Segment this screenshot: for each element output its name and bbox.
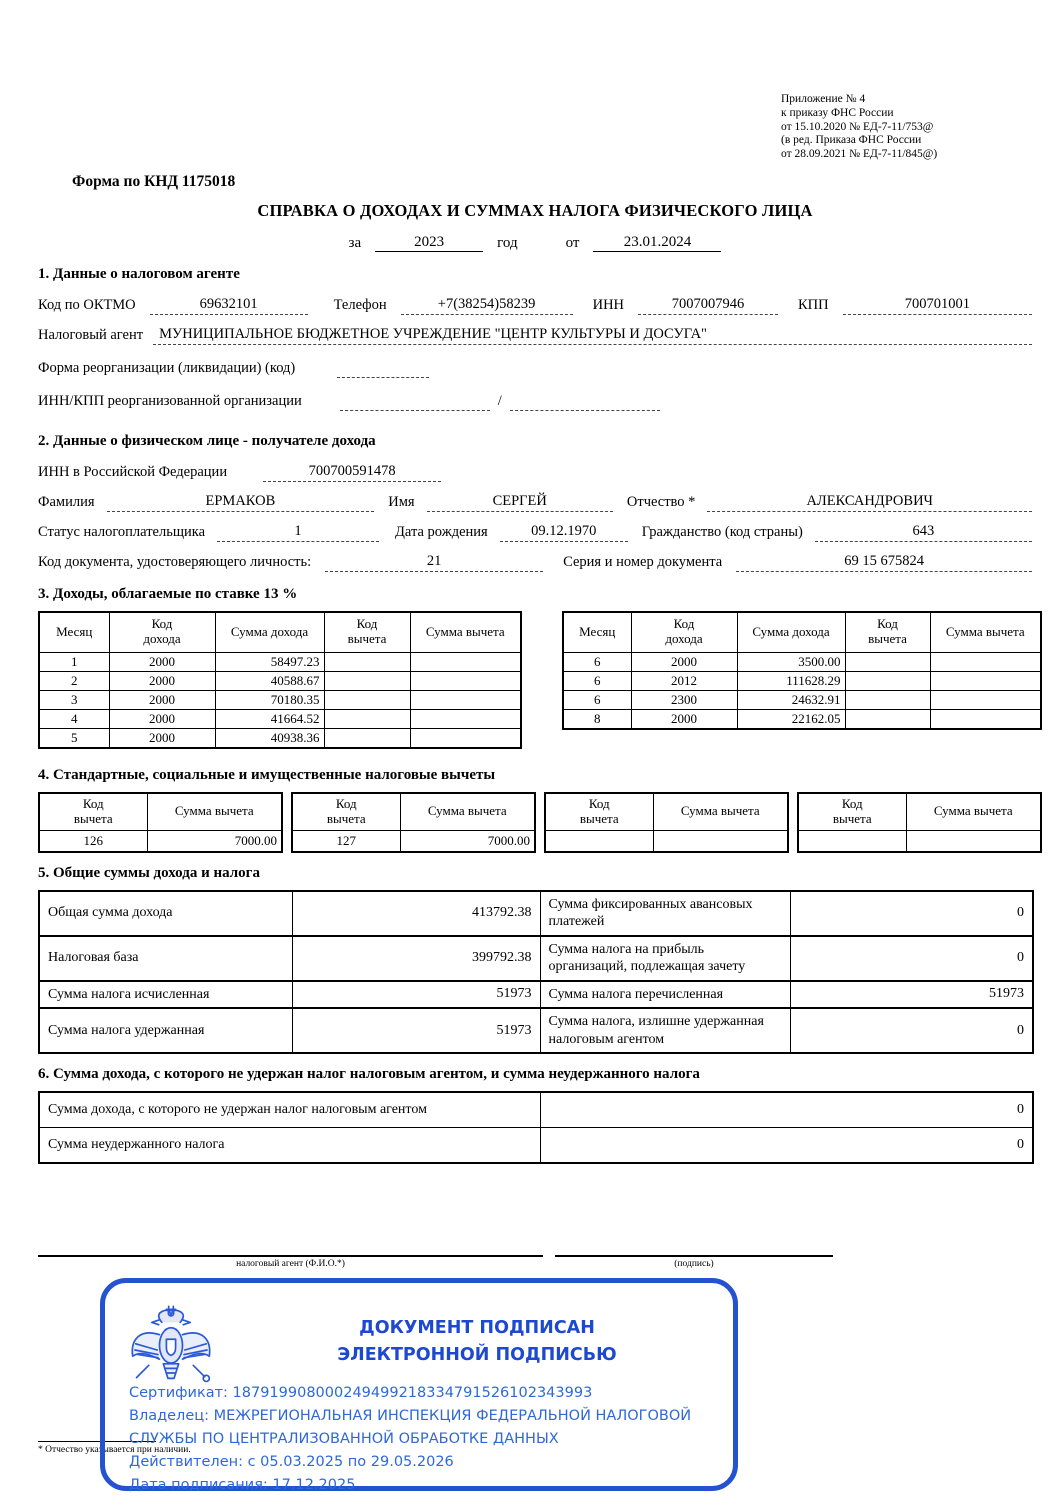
sign-signature-line [555, 1244, 833, 1257]
appendix-line: (в ред. Приказа ФНС России [781, 134, 922, 147]
person-status-row [38, 522, 1032, 542]
table-row: 2 2000 40588.67 [39, 671, 521, 690]
firstname-value: СЕРГЕЙ [427, 492, 613, 512]
table-row: 5 2000 40938.36 [39, 728, 521, 748]
agent-signature-caption: налоговый агент (Ф.И.О.*) [236, 1259, 345, 1269]
table-row: 8 2000 22162.05 [563, 709, 1041, 729]
table-header-row [39, 612, 521, 652]
income-amount-header: Сумма дохода [737, 612, 845, 652]
form-code: Форма по КНД 1175018 [72, 173, 236, 190]
person-name-row [38, 492, 1032, 512]
reorg-inn-value [340, 392, 490, 411]
person-document-row [38, 552, 1032, 572]
table-row: Сумма неудержанного налога 0 [39, 1128, 1033, 1164]
deduction-amount-header: Сумма вычета [906, 793, 1041, 831]
section5-heading: 5. Общие суммы дохода и налога [38, 864, 260, 881]
phone-label: Телефон [333, 297, 387, 313]
income-table-left [38, 611, 522, 749]
income-table-right [562, 611, 1042, 730]
signature-area [38, 1244, 1032, 1269]
table-row: 127 7000.00 [292, 831, 535, 852]
table-row: 6 2300 24632.91 [563, 690, 1041, 709]
table-header-row [798, 793, 1041, 831]
deduction-code-header: Код вычета [798, 793, 906, 831]
appendix-line: к приказу ФНС России [781, 106, 894, 119]
table-header-row [563, 612, 1041, 652]
agent-name-value: МУНИЦИПАЛЬНОЕ БЮДЖЕТНОЕ УЧРЕЖДЕНИЕ "ЦЕНТР КУЛЬТУРЫ И ДОСУГА" [153, 325, 1032, 345]
deduction-amount-header: Сумма вычета [400, 793, 535, 831]
agent-signature-line [38, 1244, 543, 1257]
inn-value: 7007007946 [638, 295, 778, 315]
section3-heading: 3. Доходы, облагаемые по ставке 13 % [38, 586, 298, 602]
period-za-label: за [348, 235, 362, 251]
birthdate-label: Дата рождения [395, 524, 488, 540]
stamp-certificate-info [129, 1382, 721, 1497]
lastname-label: Фамилия [38, 494, 95, 510]
agent-signature-block [38, 1244, 543, 1269]
middlename-label: Отчество * [626, 494, 696, 510]
deduction-code-header: Код вычета [545, 793, 653, 831]
doc-code-value: 21 [325, 552, 543, 572]
table-row: 4 2000 41664.52 [39, 709, 521, 728]
deduction-code-header: Код вычета [324, 612, 410, 652]
table-row: Сумма дохода, с которого не удержан налог налоговым агентом 0 [39, 1092, 1033, 1128]
table-row: 126 7000.00 [39, 831, 282, 852]
deduction-table-1 [38, 792, 283, 853]
table-row: Налоговая база 399792.38 Сумма налога на прибыль организаций, подлежащая зачету 0 [39, 936, 1033, 981]
phone-value: +7(38254)58239 [401, 295, 573, 315]
birthdate-value: 09.12.1970 [500, 522, 628, 542]
appendix-line: от 28.09.2021 № ЕД-7-11/845@) [781, 148, 938, 161]
appendix-reference [781, 93, 1046, 162]
agent-label: Налоговый агент [38, 327, 144, 343]
unwithheld-table [38, 1091, 1034, 1164]
doc-code-label: Код документа, удостоверяющего личность: [38, 554, 312, 570]
table-row [798, 831, 1041, 852]
deduction-code-header: Код вычета [39, 793, 147, 831]
table-row [545, 831, 788, 852]
section1-heading: 1. Данные о налоговом агенте [38, 266, 240, 282]
period-god-label: год [497, 235, 518, 251]
deduction-amount-header: Сумма вычета [653, 793, 788, 831]
inn-rf-label: ИНН в Российской Федерации [38, 464, 228, 480]
reorg-innkpp-label: ИНН/КПП реорганизованной организации [38, 393, 302, 409]
income-amount-header: Сумма дохода [215, 612, 324, 652]
inn-rf-value: 700700591478 [263, 462, 441, 482]
reorg-innkpp-row [38, 392, 1032, 411]
table-row: Общая сумма дохода 413792.38 Сумма фиксированных авансовых платежей 0 [39, 891, 1033, 936]
e-signature-stamp [100, 1278, 738, 1491]
doc-number-label: Серия и номер документа [563, 554, 723, 570]
period-line [38, 234, 1032, 252]
section4-heading: 4. Стандартные, социальные и имущественные налоговые вычеты [38, 766, 496, 783]
appendix-line: Приложение № 4 [781, 93, 866, 105]
table-row: Сумма налога удержанная 51973 Сумма налога, излишне удержанная налоговым агентом 0 [39, 1008, 1033, 1053]
citizenship-value: 643 [815, 522, 1032, 542]
table-row: Сумма налога исчисленная 51973 Сумма налога перечисленная 51973 [39, 981, 1033, 1009]
oktmo-label: Код по ОКТМО [38, 297, 136, 313]
period-date-value: 23.01.2024 [593, 234, 721, 252]
table-row: 6 2000 3500.00 [563, 652, 1041, 671]
month-header: Месяц [563, 612, 631, 652]
reorg-code-row [38, 359, 1032, 378]
certificate-number: Сертификат: 187919908000249499218334791526102343993 [129, 1385, 593, 1401]
certificate-owner-line2: СЛУЖБЫ ПО ЦЕНТРАЛИЗОВАННОЙ ОБРАБОТКЕ ДАННЫХ [129, 1431, 559, 1447]
certificate-validity: Действителен: с 05.03.2025 по 29.05.2026 [129, 1454, 454, 1470]
signing-date: Дата подписания: 17.12.2025 [129, 1477, 356, 1493]
deduction-table-2 [291, 792, 536, 853]
deduction-amount-header: Сумма вычета [930, 612, 1041, 652]
period-ot-label: от [565, 235, 580, 251]
citizenship-label: Гражданство (код страны) [641, 524, 803, 540]
deduction-amount-header: Сумма вычета [410, 612, 521, 652]
kpp-label: КПП [798, 297, 829, 313]
person-inn-row [38, 462, 1032, 482]
agent-codes-row [38, 295, 1032, 315]
reorg-kpp-value [510, 392, 660, 411]
period-year-value: 2023 [375, 234, 483, 252]
sign-signature-block [555, 1244, 833, 1269]
oktmo-value: 69632101 [150, 295, 308, 315]
section6-heading: 6. Сумма дохода, с которого не удержан налог налоговым агентом, и сумма неудержанного налога [38, 1066, 700, 1082]
table-row: 1 2000 58497.23 [39, 652, 521, 671]
appendix-line: от 15.10.2020 № ЕД-7-11/753@ [781, 120, 934, 133]
deduction-table-4 [797, 792, 1042, 853]
stamp-title-line1: ДОКУМЕНТ ПОДПИСАН [359, 1318, 595, 1338]
reorg-label: Форма реорганизации (ликвидации) (код) [38, 360, 296, 376]
slash-separator: / [497, 393, 502, 409]
section2-heading: 2. Данные о физическом лице - получателе дохода [38, 433, 376, 449]
table-header-row [545, 793, 788, 831]
certificate-owner-line1: Владелец: МЕЖРЕГИОНАЛЬНАЯ ИНСПЕКЦИЯ ФЕДЕРАЛЬНОЙ НАЛОГОВОЙ [129, 1408, 692, 1424]
firstname-label: Имя [388, 494, 415, 510]
table-header-row [39, 793, 282, 831]
totals-table [38, 890, 1034, 1055]
deduction-code-header: Код вычета [845, 612, 930, 652]
status-label: Статус налогоплательщика [38, 524, 206, 540]
deduction-amount-header: Сумма вычета [147, 793, 282, 831]
doc-number-value: 69 15 675824 [736, 552, 1032, 572]
inn-label: ИНН [592, 297, 625, 313]
stamp-title-line2: ЭЛЕКТРОННОЙ ПОДПИСЬЮ [337, 1345, 617, 1366]
status-value: 1 [217, 522, 379, 542]
agent-name-row [38, 325, 1032, 345]
footnote: * Отчество указывается при наличии. [38, 1445, 191, 1455]
income-code-header: Код дохода [631, 612, 737, 652]
middlename-value: АЛЕКСАНДРОВИЧ [707, 492, 1032, 512]
income-code-header: Код дохода [109, 612, 215, 652]
sign-signature-caption: (подпись) [674, 1259, 714, 1269]
table-header-row [292, 793, 535, 831]
table-row: 3 2000 70180.35 [39, 690, 521, 709]
table-row: 6 2012 111628.29 [563, 671, 1041, 690]
document-title: СПРАВКА О ДОХОДАХ И СУММАХ НАЛОГА ФИЗИЧЕСКОГО ЛИЦА [257, 201, 813, 220]
deduction-code-header: Код вычета [292, 793, 400, 831]
kpp-value: 700701001 [843, 295, 1032, 315]
reorg-code-value [337, 359, 429, 378]
stamp-title [235, 1315, 719, 1369]
lastname-value: ЕРМАКОВ [107, 492, 375, 512]
month-header: Месяц [39, 612, 109, 652]
deduction-table-3 [544, 792, 789, 853]
